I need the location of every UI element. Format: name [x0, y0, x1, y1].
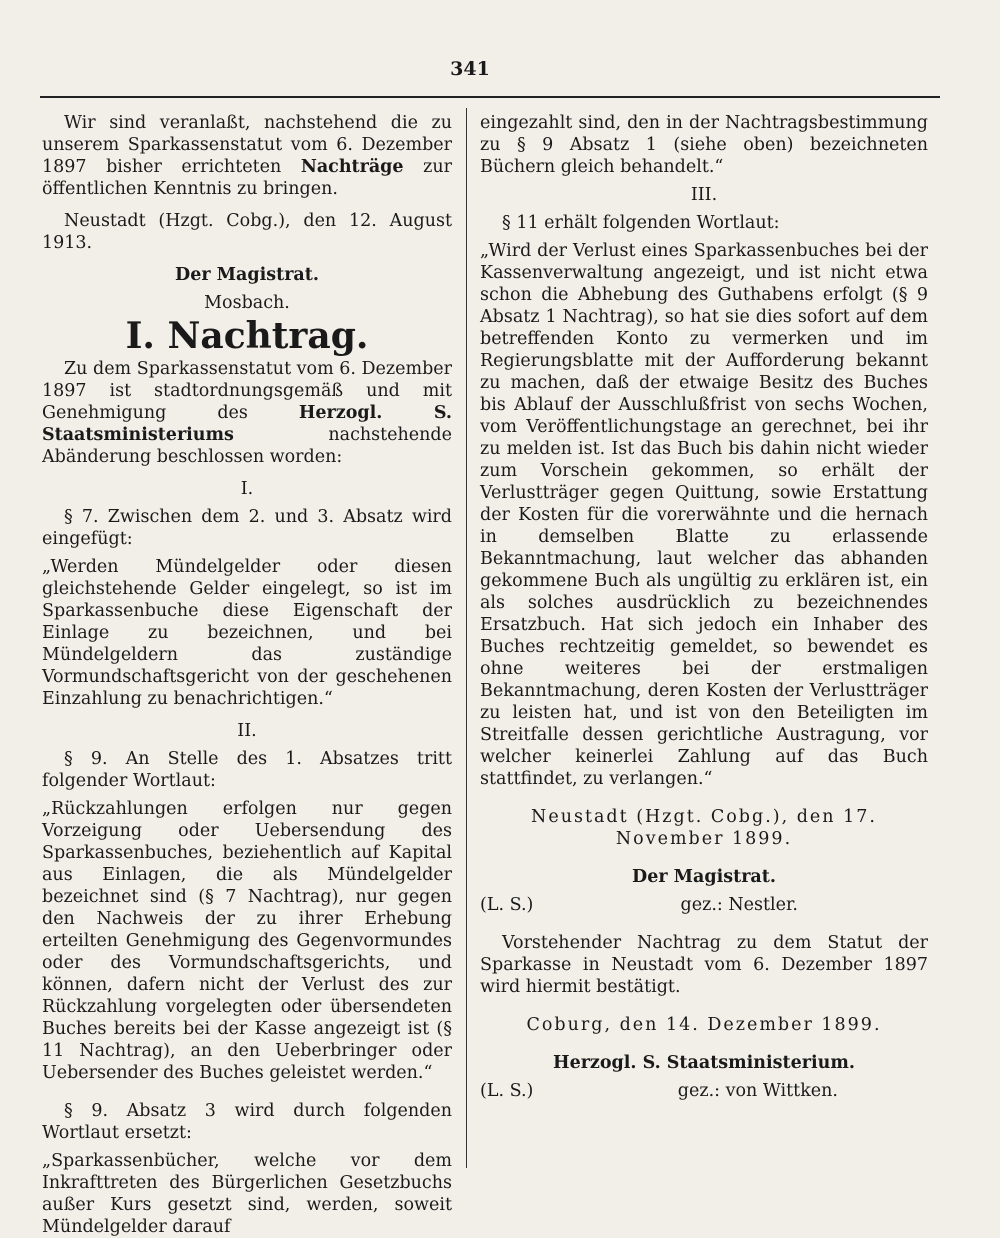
authority: Der Magistrat.: [175, 265, 319, 285]
section-text-1: „Werden Mündelgelder oder diesen gleichstehende Gelder eingelegt, so ist im Sparkassenbuche diese Eigenschaft der Einlage zu bezeichnen, und bei Mündelgeldern das zuständige Vormundschaftsgericht von der geschehenen Einzahlung zu benachrichtigen.“: [42, 557, 452, 709]
preamble: Zu dem Sparkassenstatut vom 6. Dezember 1897 ist stadtordnungsgemäß und mit Genehmigung des Herzogl. S. Staatsministeriums nachstehende Abänderung beschlossen worden:: [42, 359, 452, 467]
place-date-1899: Neustadt (Hzgt. Cobg.), den 17. November 1899.: [531, 807, 877, 849]
signature-1: gez.: Nestler.: [680, 895, 798, 915]
section-number-2: II.: [237, 721, 257, 741]
seal-mark-2: (L. S.): [480, 1081, 534, 1101]
section-heading-3: § 11 erhält folgenden Wortlaut:: [502, 213, 780, 233]
page-number: 341: [450, 58, 490, 80]
continued-text: eingezahlt sind, den in der Nachtragsbestimmung zu § 9 Absatz 1 (siehe oben) bezeichneten Büchern gleich behandelt.“: [480, 113, 928, 177]
intro-emphasis: Nachträge: [300, 157, 404, 177]
signer: Mosbach.: [204, 293, 290, 313]
signature-2: gez.: von Wittken.: [677, 1081, 838, 1101]
section-number-1: I.: [240, 479, 254, 499]
document-title: I. Nachtrag.: [125, 315, 369, 357]
place-date: Neustadt (Hzgt. Cobg.), den 12. August 1913.: [42, 211, 452, 253]
intro-paragraph: Wir sind veranlaßt, nachstehend die zu unserem Sparkassenstatut vom 6. Dezember 1897 bisher errichteten Nachträge zur öffentlichen Kenntnis zu bringen.: [42, 113, 452, 199]
seal-mark-1: (L. S.): [480, 895, 534, 915]
section-text-3: „Wird der Verlust eines Sparkassenbuches bei der Kassenverwaltung angezeigt, und ist nicht etwa schon die Abhebung des Guthabens erfolgt (§ 9 Absatz 1 Nachtrag), so hat sie dies sofort auf dem betreffenden Konto zu vermerken und im Regierungsblatte mit der Aufforderung bekannt zu machen, daß der etwaige Besitz des Buches bis Ablauf der Ausschlußfrist von sechs Wochen, vom Veröffentlichungstage an gerechnet, bei ihr zu melden ist. Ist das Buch bis dahin nicht wieder zum Vorschein gekommen, so erhält der Verlustträger gegen Quittung, sowie Erstattung der Kosten für die vorerwähnte und die hernach in demselben Blatte zu erlassende Bekanntmachung, laut welcher das abhanden gekommene Buch als ungültig zu erklären ist, ein als solches ausdrücklich zu bezeichnendes Ersatzbuch. Hat sich jedoch ein Inhaber des Buches rechtzeitig gemeldet, so bewendet es ohne weiteres bei der erstmaligen Bekanntmachung, deren Kosten der Verlustträger zu leisten hat, und ist von den Beteiligten im Streitfalle dessen gerichtliche Austragung, vor welcher keinerlei Zahlung auf das Buch stattfindet, zu verlangen.“: [480, 241, 928, 789]
section-heading-1: § 7. Zwischen dem 2. und 3. Absatz wird eingefügt:: [42, 507, 452, 549]
signature-row-1: [480, 894, 928, 916]
section-text-2b: „Sparkassenbücher, welche vor dem Inkrafttreten des Bürgerlichen Gesetzbuchs außer Kurs gesetzt sind, werden, soweit Mündelgelder darauf: [42, 1151, 452, 1237]
signature-row-2: [480, 1080, 928, 1102]
section-text-2: „Rückzahlungen erfolgen nur gegen Vorzeigung oder Uebersendung des Sparkassenbuches, beziehentlich auf Kapital aus Einlagen, die als Mündelgelder bezeichnet sind (§ 7 Nachtrag), nur gegen den Nachweis der zu ihrer Erhebung erteilten Genehmigung des Gegenvormundes oder des Vormundschaftsgerichts, und können, dafern nicht der Verlust des zur Rückzahlung vorgelegten oder übersendeten Buches bereits bei der Kasse angezeigt ist (§ 11 Nachtrag), an den Ueberbringer oder Uebersender des Buches geleistet werden.“: [42, 799, 452, 1083]
place-date-coburg: Coburg, den 14. Dezember 1899.: [526, 1015, 882, 1035]
header-rule: [40, 96, 940, 98]
authority-2: Der Magistrat.: [632, 867, 776, 887]
right-column: [480, 112, 928, 1102]
column-divider: [466, 108, 467, 1168]
ministry: Herzogl. S. Staatsministerium.: [553, 1053, 855, 1073]
left-column: [42, 112, 452, 1238]
confirmation-text: Vorstehender Nachtrag zu dem Statut der Sparkasse in Neustadt vom 6. Dezember 1897 wird hiermit bestätigt.: [480, 933, 928, 997]
section-heading-2: § 9. An Stelle des 1. Absatzes tritt folgender Wortlaut:: [42, 749, 452, 791]
section-heading-2b: § 9. Absatz 3 wird durch folgenden Wortlaut ersetzt:: [42, 1101, 452, 1143]
section-number-3: III.: [690, 185, 718, 205]
